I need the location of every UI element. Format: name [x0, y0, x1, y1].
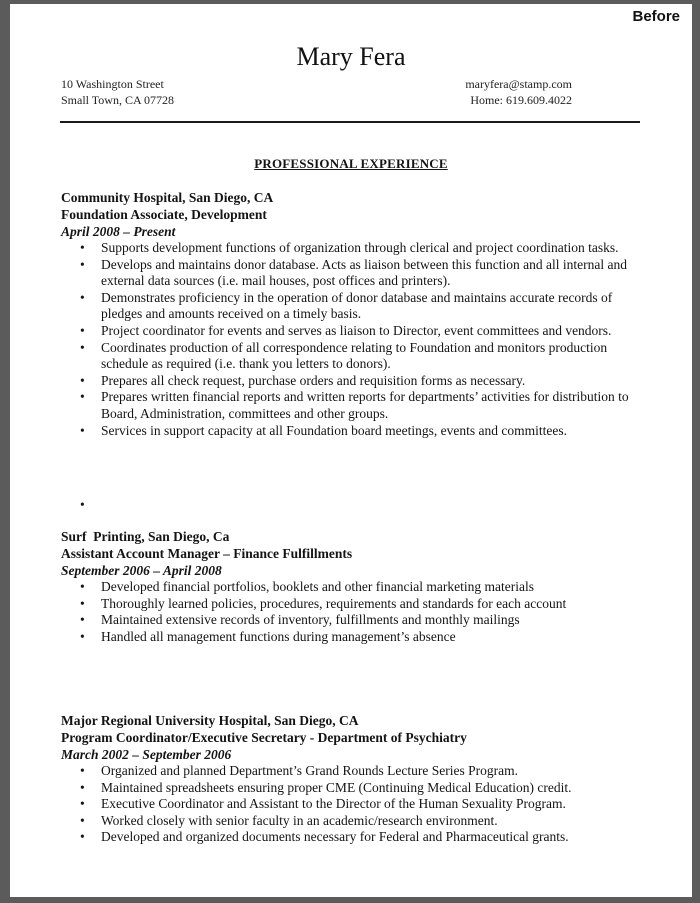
bullet-text: Supports development functions of organization through clerical and project coordination tasks.	[101, 240, 619, 255]
bullet-text: Developed financial portfolios, booklets and other financial marketing materials	[101, 579, 534, 594]
bullet-icon: •	[80, 628, 85, 644]
bullet-icon: •	[80, 763, 85, 778]
list-item	[61, 423, 641, 440]
list-item	[61, 290, 641, 323]
bullet-text: Prepares written financial reports and written reports for departments’ activities for distribution to Board, Administration, committees and other groups.	[101, 389, 629, 421]
bullet-text: Coordinates production of all correspondence relating to Foundation and monitors production schedule as required (i.e. thank you letters to donors).	[101, 339, 608, 372]
list-item	[61, 373, 641, 390]
bullet-icon: •	[80, 812, 85, 828]
bullet-icon: •	[80, 422, 85, 438]
list-item	[61, 796, 641, 813]
job-bullets	[61, 763, 671, 846]
list-item	[61, 257, 641, 290]
bullet-text: Executive Coordinator and Assistant to the Director of the Human Sexuality Program.	[101, 796, 566, 812]
job-employer: Major Regional University Hospital, San Diego, CA	[61, 713, 359, 728]
address-block	[61, 76, 174, 108]
job-dates: March 2002 – September 2006	[61, 747, 232, 762]
bullet-icon: •	[80, 372, 85, 388]
empty-bullet-icon: •	[80, 497, 85, 512]
bullet-text: Services in support capacity at all Foundation board meetings, events and committees.	[101, 422, 568, 438]
job-bullets	[61, 240, 671, 439]
bullet-text: Developed and organized documents necessary for Federal and Pharmaceutical grants.	[101, 829, 569, 845]
resume-page	[10, 4, 692, 897]
bullet-icon: •	[80, 796, 85, 812]
address-line-2: Small Town, CA 07728	[61, 93, 174, 107]
bullet-text: Demonstrates proficiency in the operation of donor database and maintains accurate records of pledges and amounts received on a timely basis.	[101, 289, 613, 322]
list-item	[61, 813, 641, 830]
bullet-text: Thoroughly learned policies, procedures, requirements and standards for each account	[101, 595, 567, 611]
list-item	[61, 389, 641, 422]
job-entry	[61, 189, 671, 439]
header-divider	[60, 121, 640, 123]
list-item	[61, 612, 641, 629]
list-item	[61, 579, 641, 596]
list-item	[61, 763, 641, 780]
list-item	[61, 629, 641, 646]
bullet-text: Organized and planned Department’s Grand Rounds Lecture Series Program.	[101, 763, 519, 778]
bullet-text: Maintained extensive records of inventory, fulfillments and monthly mailings	[101, 612, 520, 628]
job-entry	[61, 712, 671, 846]
section-title: PROFESSIONAL EXPERIENCE	[254, 156, 448, 171]
bullet-icon: •	[80, 389, 85, 405]
job-dates: September 2006 – April 2008	[61, 563, 222, 578]
list-item	[61, 829, 641, 846]
bullet-text: Prepares all check request, purchase orders and requisition forms as necessary.	[101, 372, 526, 388]
bullet-text: Maintained spreadsheets ensuring proper CME (Continuing Medical Education) credit.	[101, 779, 572, 795]
candidate-name: Mary Fera	[296, 42, 406, 71]
bullet-icon: •	[80, 322, 85, 338]
job-bullets	[61, 579, 671, 645]
bullet-icon: •	[80, 612, 85, 628]
bullet-icon: •	[80, 289, 85, 305]
bullet-text: Project coordinator for events and serves as liaison to Director, event committees and vendors.	[101, 322, 612, 338]
job-dates: April 2008 – Present	[61, 224, 176, 239]
list-item	[61, 340, 641, 373]
bullet-icon: •	[80, 595, 85, 611]
list-item	[61, 596, 641, 613]
bullet-icon: •	[80, 339, 85, 355]
list-item	[61, 240, 641, 257]
job-employer: Surf Printing, San Diego, Ca	[61, 529, 230, 544]
list-item	[61, 780, 641, 797]
job-title: Foundation Associate, Development	[61, 207, 267, 222]
email: maryfera@stamp.com	[465, 77, 572, 91]
bullet-text: Develops and maintains donor database. Acts as liaison between this function and all internal and external data sources (i.e. mail houses, post offices and printers).	[101, 256, 627, 289]
bullet-icon: •	[80, 829, 85, 845]
list-item	[61, 323, 641, 340]
job-title: Assistant Account Manager – Finance Fulfillments	[61, 546, 353, 561]
bullet-icon: •	[80, 256, 85, 272]
contact-block	[465, 76, 572, 108]
phone: Home: 619.609.4022	[470, 93, 572, 107]
bullet-icon: •	[80, 779, 85, 795]
before-label: Before	[632, 8, 680, 25]
bullet-text: Handled all management functions during management’s absence	[101, 628, 456, 644]
job-title: Program Coordinator/Executive Secretary - Department of Psychiatry	[61, 730, 467, 745]
job-employer: Community Hospital, San Diego, CA	[61, 190, 274, 205]
bullet-icon: •	[80, 240, 85, 255]
job-entry	[61, 528, 671, 645]
bullet-text: Worked closely with senior faculty in an academic/research environment.	[101, 812, 498, 828]
address-line-1: 10 Washington Street	[61, 77, 164, 91]
bullet-icon: •	[80, 579, 85, 594]
